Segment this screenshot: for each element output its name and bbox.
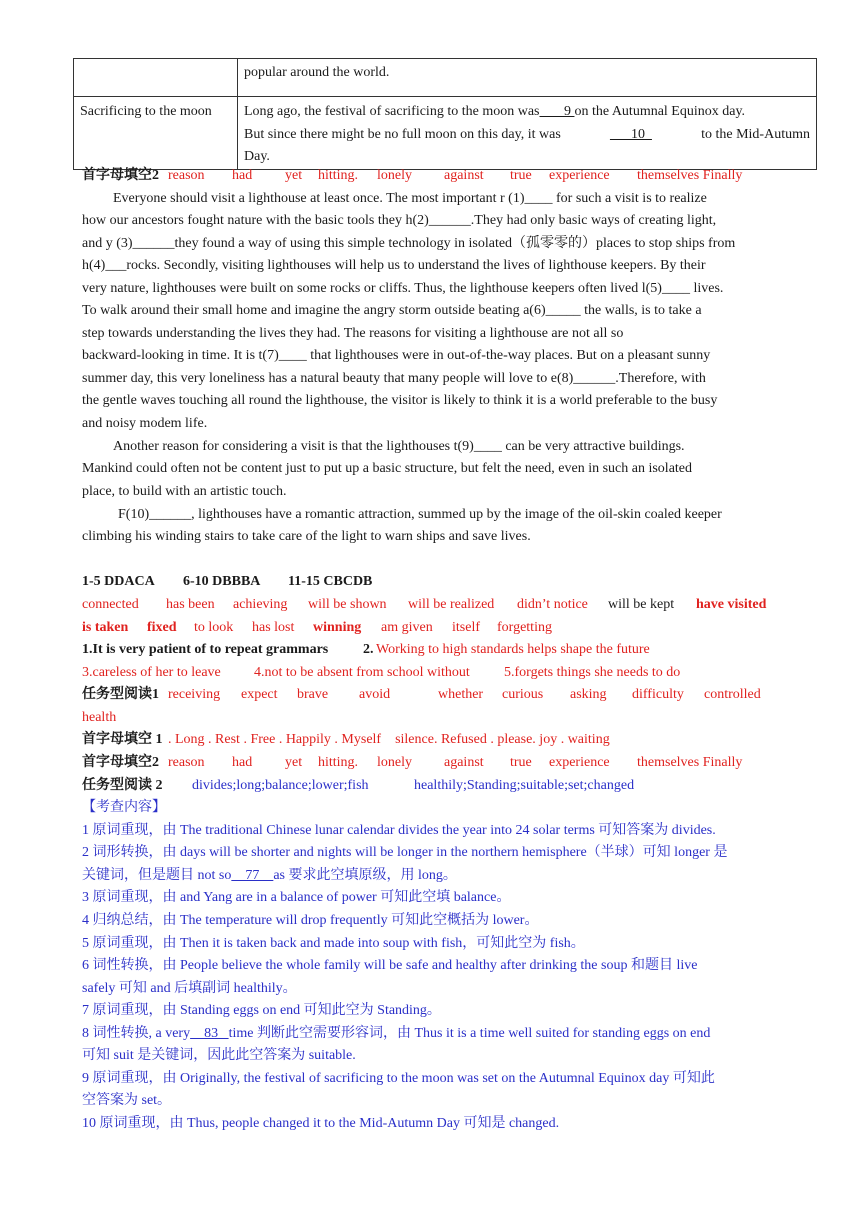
explanation-line: 空答案为 set。	[82, 1093, 172, 1108]
passage-line: climbing his winding stairs to take care of the light to warn ships and save lives.	[82, 529, 531, 544]
grammar-answer: connected	[82, 597, 139, 612]
cloze2-heading: 首字母填空2	[82, 168, 159, 183]
task1-answer: difficulty	[632, 687, 684, 702]
grammar-answer: winning	[313, 620, 362, 635]
explanation-line: 10 原词重现，由 Thus, people changed it to the Mid-Autumn Day 可知是 changed.	[82, 1116, 560, 1131]
text: time 判断此空需要形容词，由 Thus it is a time well suited for standing eggs on end	[228, 1026, 711, 1041]
task2-heading: 任务型阅读 2	[82, 778, 163, 793]
explanation-line: 9 原词重现，由 Originally, the festival of sacrificing to the moon was set on the Autumnal Equinox day 可知此	[82, 1071, 715, 1086]
blank-83: 83	[190, 1026, 229, 1041]
table-cell-label: Sacrificing to the moon	[80, 104, 212, 119]
grammar-answer: will be kept	[608, 597, 675, 612]
passage-line: Mankind could often not be content just to put up a basic structure, but felt the need, even in such an isolated	[82, 461, 693, 476]
explanation-line	[82, 1023, 710, 1046]
table-cell-empty	[74, 59, 238, 97]
cloze2-answer: yet	[285, 755, 303, 770]
table-cell	[74, 97, 238, 170]
cloze2-word: had	[232, 168, 253, 183]
passage-line: step towards understanding the lives they had. The reasons for visiting a lighthouse are not all so	[82, 326, 624, 341]
cloze2-header	[82, 165, 159, 188]
passage-line: how our ancestors fought nature with the basic tools they h(2)______.They had only basic ways of creating light,	[82, 213, 717, 228]
text: to the Mid-Autumn	[701, 126, 810, 142]
grammar-answer: has lost	[252, 620, 295, 635]
grammar-answer: is taken	[82, 620, 129, 635]
sentence-answer: Working to high standards helps shape the future	[376, 642, 650, 657]
grammar-answer: didn’t notice	[517, 597, 588, 612]
passage-line: backward-looking in time. It is t(7)____ that lighthouses were in out-of-the-way places. But on a pleasant sunny	[82, 348, 711, 363]
task2-answers: healthily;Standing;suitable;set;changed	[414, 778, 635, 793]
grammar-answer: to look	[194, 620, 234, 635]
blank-9: 9	[539, 104, 575, 119]
mc-answers: 1-5 DDACA	[82, 574, 155, 589]
task2-answers: divides;long;balance;lower;fish	[192, 778, 369, 793]
explanation-line	[82, 865, 457, 888]
table-line	[244, 101, 810, 124]
cloze2-word: true	[510, 168, 532, 183]
grammar-answer: forgetting	[497, 620, 552, 635]
cloze2-word: against	[444, 168, 484, 183]
explanation-line: 6 词性转换，由 People believe the whole family will be safe and healthy after drinking the soup 和题目 live	[82, 958, 698, 973]
passage-line: and noisy modem life.	[82, 416, 208, 431]
table-cell	[238, 59, 817, 97]
sentence-answer: 1.It is very patient of to repeat grammars	[82, 642, 329, 657]
passage-line: the gentle waves touching all round the lighthouse, the visitor is likely to think it is a world preferable to the busy	[82, 393, 718, 408]
explanation-line: 可知 suit 是关键词，因此此空答案为 suitable.	[82, 1048, 356, 1063]
cloze2-answer-heading: 首字母填空2	[82, 755, 159, 770]
passage-line: F(10)______, lighthouses have a romantic attraction, summed up by the image of the oil-skin coaled keeper	[118, 507, 722, 522]
task1-heading: 任务型阅读1	[82, 687, 159, 702]
text: as 要求此空填原级，用 long。	[273, 868, 457, 883]
passage-line: summer day, this very loneliness has a natural beauty that many people will love to e(8)______.Therefore, with	[82, 371, 706, 386]
grammar-answer: will be realized	[408, 597, 495, 612]
explanation-line: 4 归纳总结，由 The temperature will drop frequently 可知此空概括为 lower。	[82, 913, 539, 928]
task1-answer: asking	[570, 687, 607, 702]
cloze2-answer: reason	[168, 755, 205, 770]
table-line	[244, 124, 810, 147]
task1-answer: health	[82, 710, 117, 725]
grammar-answer: has been	[166, 597, 215, 612]
text: 关键词，但是题目 not so	[82, 868, 232, 883]
sentence-answer: 5.forgets things she needs to do	[504, 665, 681, 680]
explanation-line: 5 原词重现，由 Then it is taken back and made into soup with fish，可知此空为 fish。	[82, 936, 585, 951]
review-heading: 【考查内容】	[82, 800, 166, 815]
grammar-answer: will be shown	[308, 597, 387, 612]
summary-table	[73, 58, 817, 170]
cloze2-answer: against	[444, 755, 484, 770]
cloze2-answer: hitting.	[318, 755, 359, 770]
text: Long ago, the festival of sacrificing to the moon was	[244, 104, 540, 119]
explanation-line: 3 原词重现，由 and Yang are in a balance of power 可知此空填 balance。	[82, 890, 511, 905]
task1-answer: whether	[438, 687, 484, 702]
task1-answer: expect	[241, 687, 278, 702]
grammar-answer: fixed	[147, 620, 177, 635]
cloze2-answer: lonely	[377, 755, 412, 770]
table-cell	[238, 97, 817, 170]
table-line: Day.	[244, 149, 270, 165]
cloze2-word: reason	[168, 168, 205, 183]
explanation-line: safely 可知 and 后填副词 healthily。	[82, 981, 297, 996]
text: on the Autumnal Equinox day.	[574, 104, 746, 119]
grammar-answer: itself	[452, 620, 480, 635]
mc-answers: 6-10 DBBBA	[183, 574, 261, 589]
cloze2-answer: true	[510, 755, 532, 770]
cloze2-answer: themselves Finally	[637, 755, 743, 770]
text: 8 词性转换, a very	[82, 1026, 191, 1041]
task1-answer: avoid	[359, 687, 391, 702]
sentence-answer: 4.not to be absent from school without	[254, 665, 470, 680]
text: But since there might be no full moon on this day, it was	[244, 126, 561, 142]
passage-line: To walk around their small home and imagine the angry storm outside beating a(6)_____ the walls, is to take a	[82, 303, 702, 318]
table-cell-text: popular around the world.	[244, 65, 390, 80]
explanation-line: 7 原词重现，由 Standing eggs on end 可知此空为 Standing。	[82, 1003, 441, 1018]
grammar-answer: have visited	[696, 597, 767, 612]
passage-line: Another reason for considering a visit is that the lighthouses t(9)____ can be very attractive buildings.	[113, 439, 685, 454]
blank-10: 10	[609, 126, 652, 142]
sentence-number: 2.	[363, 642, 374, 657]
cloze1-answers: . Long . Rest . Free . Happily . Myself silence. Refused . please. joy . waiting	[168, 732, 610, 747]
task1-answer: controlled	[704, 687, 761, 702]
mc-answers: 11-15 CBCDB	[288, 574, 373, 589]
cloze2-word: lonely	[377, 168, 412, 183]
explanation-line: 2 词形转换，由 days will be shorter and nights will be longer in the northern hemisphere（半球）可知 longer 是	[82, 845, 728, 860]
passage-line: very nature, lighthouses were built on some rocks or cliffs. Thus, the lighthouse keepers often lived l(5)____ lives.	[82, 281, 724, 296]
table-cell-paragraph	[238, 97, 816, 169]
task1-answer: curious	[502, 687, 544, 702]
blank-77: 77	[231, 868, 274, 883]
cloze2-answer: experience	[549, 755, 610, 770]
passage-line: and y (3)______they found a way of using this simple technology in isolated（孤零零的）places to stop ships from	[82, 236, 736, 251]
task1-answer: brave	[297, 687, 329, 702]
passage-line: Everyone should visit a lighthouse at least once. The most important r (1)____ for such a visit is to realize	[113, 191, 707, 206]
cloze2-answer: had	[232, 755, 253, 770]
grammar-answer: am given	[381, 620, 433, 635]
table-row	[74, 97, 817, 170]
cloze2-word: yet	[285, 168, 303, 183]
cloze2-word: hitting.	[318, 168, 359, 183]
cloze1-heading: 首字母填空 1	[82, 732, 163, 747]
grammar-answer: achieving	[233, 597, 288, 612]
passage-line: place, to build with an artistic touch.	[82, 484, 287, 499]
explanation-line: 1 原词重现，由 The traditional Chinese lunar calendar divides the year into 24 solar terms 可知答案为 divides.	[82, 823, 716, 838]
table-row	[74, 59, 817, 97]
cloze2-word: themselves Finally	[637, 168, 743, 183]
cloze2-word: experience	[549, 168, 610, 183]
passage-line: h(4)___rocks. Secondly, visiting lighthouses will help us to understand the lives of lighthouse keepers. By their	[82, 258, 706, 273]
sentence-answer: 3.careless of her to leave	[82, 665, 221, 680]
task1-answer: receiving	[168, 687, 221, 702]
